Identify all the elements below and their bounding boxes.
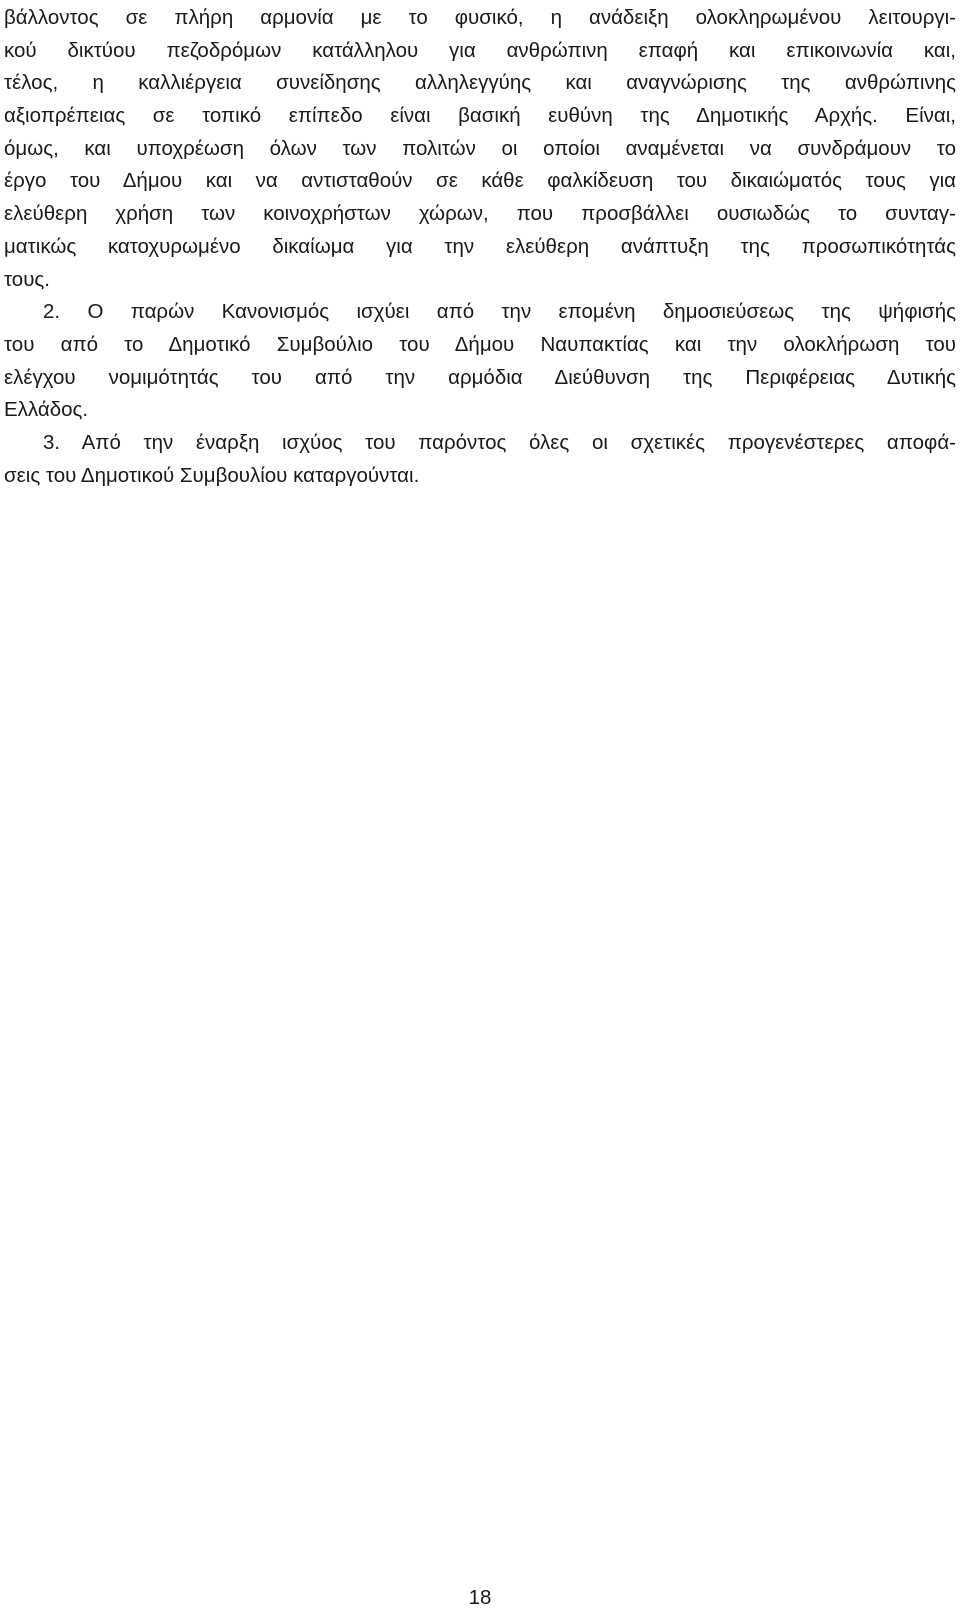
text-line: όμως, και υποχρέωση όλων των πολιτών οι οποίοι αναμένεται να συνδράμουν το <box>4 136 956 160</box>
text-line: τους. <box>4 267 50 291</box>
text-line: έργο του Δήμου και να αντισταθούν σε κάθε φαλκίδευση του δικαιώματός τους για <box>4 169 956 193</box>
text-line: ματικώς κατοχυρωμένο δικαίωμα για την ελεύθερη ανάπτυξη της προσωπικότητάς <box>4 234 956 258</box>
text-line: κού δικτύου πεζοδρόμων κατάλληλου για ανθρώπινη επαφή και επικοινωνία και, <box>4 38 956 62</box>
text-line: σεις του Δημοτικού Συμβουλίου καταργούνται. <box>4 463 420 487</box>
text-line: ελέγχου νομιμότητάς του από την αρμόδια Διεύθυνση της Περιφέρειας Δυτικής <box>4 365 956 389</box>
text-line: 3. Από την έναρξη ισχύος του παρόντος όλες οι σχετικές προγενέστερες αποφά- <box>43 430 956 454</box>
body-text <box>4 2 956 492</box>
text-line: ελεύθερη χρήση των κοινοχρήστων χώρων, που προσβάλλει ουσιωδώς το συνταγ- <box>4 202 956 226</box>
text-line: 2. Ο παρών Κανονισμός ισχύει από την επομένη δημοσιεύσεως της ψήφισής <box>43 300 956 324</box>
page-number: 18 <box>468 1586 492 1609</box>
text-line: Ελλάδος. <box>4 398 89 422</box>
text-line: του από το Δημοτικό Συμβούλιο του Δήμου Ναυπακτίας και την ολοκλήρωση του <box>4 332 956 356</box>
text-line: βάλλοντος σε πλήρη αρμονία με το φυσικό, η ανάδειξη ολοκληρωμένου λειτουργι- <box>4 6 956 29</box>
text-line: αξιοπρέπειας σε τοπικό επίπεδο είναι βασική ευθύνη της Δημοτικής Αρχής. Είναι, <box>4 104 956 128</box>
text-line: τέλος, η καλλιέργεια συνείδησης αλληλεγγύης και αναγνώρισης της ανθρώπινης <box>4 71 956 95</box>
